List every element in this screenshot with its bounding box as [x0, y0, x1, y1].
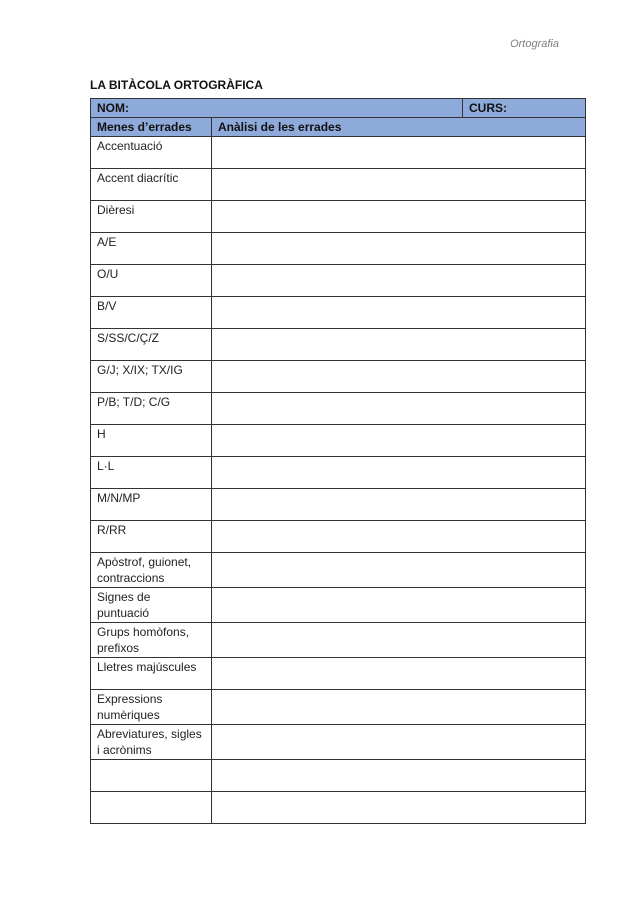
- error-type-cell: Accentuació: [91, 137, 212, 169]
- error-type-cell: Signes de puntuació: [91, 588, 212, 623]
- analysis-cell[interactable]: [212, 623, 586, 658]
- analysis-cell[interactable]: [212, 457, 586, 489]
- analysis-cell[interactable]: [212, 169, 586, 201]
- analysis-cell[interactable]: [212, 361, 586, 393]
- analysis-cell[interactable]: [212, 725, 586, 760]
- course-field[interactable]: CURS:: [463, 99, 586, 118]
- analysis-cell[interactable]: [212, 690, 586, 725]
- name-row: [91, 99, 586, 118]
- table-row: [91, 393, 586, 425]
- error-type-cell: Abreviatures, sigles i acrònims: [91, 725, 212, 760]
- error-type-cell: P/B; T/D; C/G: [91, 393, 212, 425]
- analysis-cell[interactable]: [212, 393, 586, 425]
- table-row: [91, 760, 586, 792]
- error-type-cell: R/RR: [91, 521, 212, 553]
- error-type-cell: A/E: [91, 233, 212, 265]
- analysis-cell[interactable]: [212, 760, 586, 792]
- error-type-cell: S/SS/C/Ç/Z: [91, 329, 212, 361]
- table-row: [91, 725, 586, 760]
- error-type-cell: L·L: [91, 457, 212, 489]
- error-type-cell: Apòstrof, guionet, contraccions: [91, 553, 212, 588]
- analysis-cell[interactable]: [212, 329, 586, 361]
- error-type-cell: M/N/MP: [91, 489, 212, 521]
- analysis-cell[interactable]: [212, 553, 586, 588]
- analysis-cell[interactable]: [212, 265, 586, 297]
- column-header-error-type: Menes d’errades: [91, 118, 212, 137]
- running-header: Ortografia: [510, 38, 559, 50]
- table-row: [91, 361, 586, 393]
- table-row: [91, 233, 586, 265]
- error-type-cell: O/U: [91, 265, 212, 297]
- name-field[interactable]: NOM:: [91, 99, 463, 118]
- error-type-cell: [91, 792, 212, 824]
- table-row: [91, 553, 586, 588]
- table-row: [91, 588, 586, 623]
- table-row: [91, 137, 586, 169]
- analysis-cell[interactable]: [212, 521, 586, 553]
- analysis-cell[interactable]: [212, 297, 586, 329]
- error-type-cell: Grups homòfons, prefixos: [91, 623, 212, 658]
- table-row: [91, 297, 586, 329]
- analysis-cell[interactable]: [212, 425, 586, 457]
- column-header-analysis: Anàlisi de les errades: [212, 118, 586, 137]
- column-header-row: [91, 118, 586, 137]
- table-row: [91, 457, 586, 489]
- error-type-cell: Expressions numèriques: [91, 690, 212, 725]
- error-type-cell: H: [91, 425, 212, 457]
- analysis-cell[interactable]: [212, 658, 586, 690]
- error-log-table: [90, 98, 586, 824]
- analysis-cell[interactable]: [212, 792, 586, 824]
- analysis-cell[interactable]: [212, 588, 586, 623]
- table-row: [91, 792, 586, 824]
- error-type-cell: Accent diacrític: [91, 169, 212, 201]
- table-row: [91, 489, 586, 521]
- analysis-cell[interactable]: [212, 489, 586, 521]
- error-type-cell: Lletres majúscules: [91, 658, 212, 690]
- table-row: [91, 658, 586, 690]
- table-row: [91, 265, 586, 297]
- table-row: [91, 521, 586, 553]
- analysis-cell[interactable]: [212, 137, 586, 169]
- error-type-cell: B/V: [91, 297, 212, 329]
- document-title: LA BITÀCOLA ORTOGRÀFICA: [90, 78, 263, 92]
- analysis-cell[interactable]: [212, 233, 586, 265]
- error-type-cell: Dièresi: [91, 201, 212, 233]
- error-type-cell: [91, 760, 212, 792]
- error-type-cell: G/J; X/IX; TX/IG: [91, 361, 212, 393]
- table-row: [91, 623, 586, 658]
- analysis-cell[interactable]: [212, 201, 586, 233]
- table-row: [91, 169, 586, 201]
- table-row: [91, 201, 586, 233]
- table-row: [91, 690, 586, 725]
- table-row: [91, 425, 586, 457]
- table-row: [91, 329, 586, 361]
